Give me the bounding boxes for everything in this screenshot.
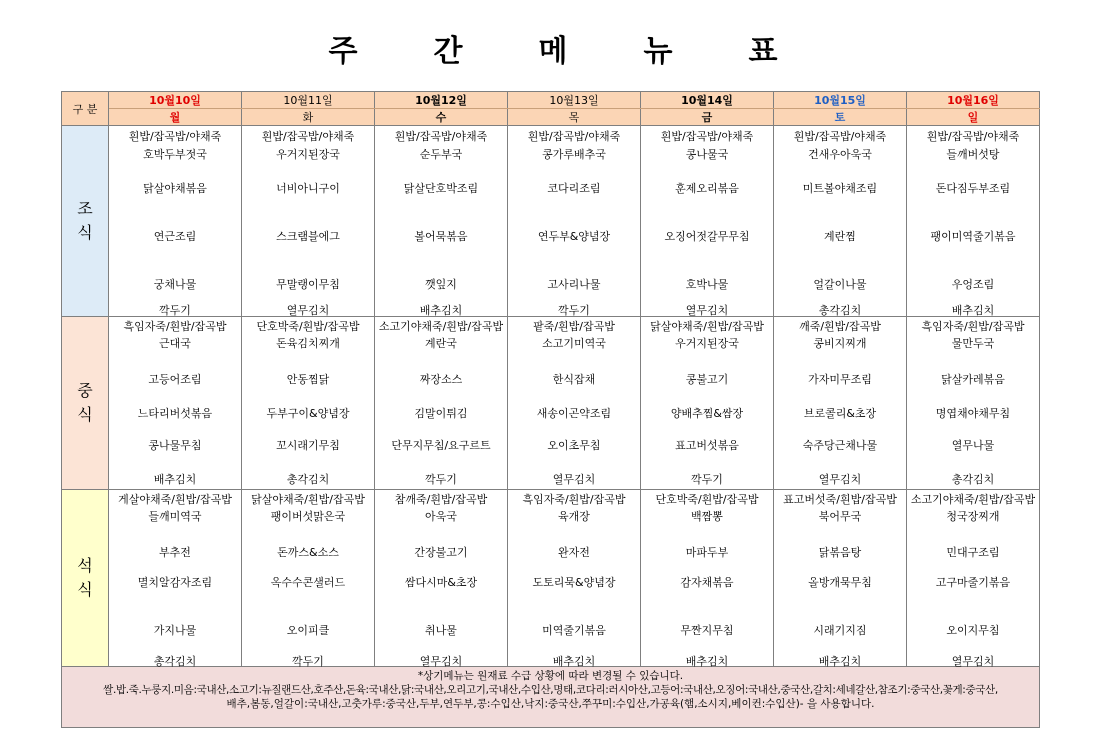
notice-line-2: 쌀.밥.죽.누룽지.미음:국내산,소고기:뉴질랜드산,호주산,돈육:국내산,닭:국내산,오리고기,국내산,수입산,명태,코다리:러시아산,고등어:국내산,오징어:국내산,중국산,갈치:세네갈산,참조기:중국산,꽃게:중국산, — [103, 684, 998, 696]
header-weekday-wed: 수 — [375, 109, 508, 126]
menu-item: 배추김치 — [951, 304, 995, 317]
header-date-mon: 10월10일 — [109, 92, 242, 109]
menu-cell-dinner-tue — [242, 490, 375, 667]
menu-cell-breakfast-mon — [109, 126, 242, 317]
notice-line-1: *상기메뉴는 원재료 수급 상황에 따라 변경될 수 있습니다. — [417, 670, 684, 682]
menu-item: 흑임자죽/흰밥/잡곡밥 — [522, 493, 626, 506]
menu-item: 계란국 — [425, 337, 457, 350]
menu-item: 소고기야채죽/흰밥/잡곡밥 — [378, 320, 504, 333]
menu-item: 닭살단호박조림 — [403, 182, 479, 195]
menu-item: 게살야채죽/흰밥/잡곡밥 — [118, 493, 232, 506]
menu-item: 닭살야채죽/흰밥/잡곡밥 — [251, 493, 365, 506]
menu-item: 무짠지무침 — [680, 624, 734, 637]
menu-cell-lunch-sun — [907, 317, 1040, 490]
menu-item: 미역줄기볶음 — [542, 624, 606, 637]
menu-item: 콩나물무침 — [148, 439, 202, 452]
menu-item: 콩불고기 — [685, 373, 729, 386]
header-weekday-mon: 월 — [109, 109, 242, 126]
menu-item: 스크램블에그 — [276, 230, 340, 243]
menu-item: 들깨버섯탕 — [946, 148, 1000, 161]
menu-item: 열무김치 — [818, 473, 862, 486]
menu-item: 참깨죽/흰밥/잡곡밥 — [394, 493, 488, 506]
menu-item: 볼어묵볶음 — [414, 230, 468, 243]
menu-item: 흰밥/잡곡밥/야채죽 — [128, 130, 222, 143]
meal-row-breakfast — [62, 126, 1040, 317]
menu-item: 흑임자죽/흰밥/잡곡밥 — [921, 320, 1025, 333]
menu-cell-lunch-wed — [375, 317, 508, 490]
header-weekday-sat: 토 — [774, 109, 907, 126]
menu-item: 흰밥/잡곡밥/야채죽 — [261, 130, 355, 143]
menu-item: 연두부&양념장 — [537, 230, 611, 243]
menu-item: 가지나물 — [153, 624, 197, 637]
title-char: 주 — [328, 34, 360, 69]
menu-item: 팽이버섯맑은국 — [270, 510, 346, 523]
meal-label-bottom: 식 — [77, 405, 93, 424]
menu-item: 두부구이&양념장 — [266, 407, 350, 420]
menu-item: 올방개묵무침 — [808, 576, 872, 589]
menu-item: 양배추찜&쌈장 — [670, 407, 744, 420]
menu-item: 너비아니구이 — [276, 182, 340, 195]
menu-item: 깻잎지 — [425, 278, 457, 291]
menu-item: 흑임자죽/흰밥/잡곡밥 — [123, 320, 227, 333]
menu-item: 멸치알감자조림 — [137, 576, 213, 589]
menu-item: 배추김치 — [818, 655, 862, 668]
menu-item: 소고기야채죽/흰밥/잡곡밥 — [910, 493, 1036, 506]
menu-item: 청국장찌개 — [946, 510, 1000, 523]
meal-row-lunch — [62, 317, 1040, 490]
menu-item: 훈제오리볶음 — [675, 182, 739, 195]
menu-item: 부추전 — [159, 546, 191, 559]
menu-item: 민대구조림 — [946, 546, 1000, 559]
menu-item: 간장불고기 — [414, 546, 468, 559]
menu-item: 꼬시래기무침 — [276, 439, 340, 452]
menu-cell-breakfast-tue — [242, 126, 375, 317]
menu-cell-breakfast-sun — [907, 126, 1040, 317]
menu-item: 흰밥/잡곡밥/야채죽 — [394, 130, 488, 143]
menu-item: 흰밥/잡곡밥/야채죽 — [660, 130, 754, 143]
menu-item: 깍두기 — [425, 473, 457, 486]
meal-label-breakfast — [62, 126, 109, 317]
menu-item: 도토리묵&양념장 — [532, 576, 616, 589]
menu-item: 표고버섯죽/흰밥/잡곡밥 — [783, 493, 897, 506]
menu-item: 흰밥/잡곡밥/야채죽 — [793, 130, 887, 143]
menu-cell-lunch-mon — [109, 317, 242, 490]
menu-cell-breakfast-fri — [641, 126, 774, 317]
menu-item: 배추김치 — [419, 304, 463, 317]
meal-label-top: 조 — [77, 199, 93, 218]
header-gubun: 구 분 — [62, 92, 109, 126]
menu-item: 무말랭이무침 — [276, 278, 340, 291]
menu-item: 연근조림 — [153, 230, 197, 243]
menu-item: 팽이미역줄기볶음 — [930, 230, 1016, 243]
menu-cell-dinner-sun — [907, 490, 1040, 667]
menu-cell-lunch-sat — [774, 317, 907, 490]
menu-item: 백짬뽕 — [691, 510, 723, 523]
header-weekday-sun: 일 — [907, 109, 1040, 126]
menu-item: 총각김치 — [153, 655, 197, 668]
menu-item: 열무김치 — [951, 655, 995, 668]
menu-item: 단호박죽/흰밥/잡곡밥 — [256, 320, 360, 333]
menu-item: 콩비지찌개 — [813, 337, 867, 350]
header-date-fri: 10월14일 — [641, 92, 774, 109]
menu-item: 돈육김치찌개 — [276, 337, 340, 350]
title-char: 뉴 — [643, 34, 675, 69]
menu-item: 순두부국 — [419, 148, 463, 161]
menu-item: 콩가루배추국 — [542, 148, 606, 161]
menu-item: 열무김치 — [419, 655, 463, 668]
header-date-sun: 10월16일 — [907, 92, 1040, 109]
menu-cell-breakfast-sat — [774, 126, 907, 317]
menu-item: 총각김치 — [286, 473, 330, 486]
header-weekday-fri: 금 — [641, 109, 774, 126]
menu-item: 쌈다시마&초장 — [404, 576, 478, 589]
menu-item: 열무김치 — [685, 304, 729, 317]
menu-item: 깍두기 — [292, 655, 324, 668]
menu-item: 우거지된장국 — [675, 337, 739, 350]
menu-item: 단무지무침/요구르트 — [391, 439, 491, 452]
header-date-sat: 10월15일 — [774, 92, 907, 109]
menu-item: 근대국 — [159, 337, 191, 350]
title-char: 간 — [433, 34, 465, 69]
menu-item: 깍두기 — [159, 304, 191, 317]
menu-item: 완자전 — [558, 546, 590, 559]
menu-item: 얼갈이나물 — [813, 278, 867, 291]
header-weekday-thu: 목 — [508, 109, 641, 126]
menu-item: 호박나물 — [685, 278, 729, 291]
meal-label-bottom: 식 — [77, 580, 93, 599]
menu-item: 배추김치 — [153, 473, 197, 486]
menu-item: 콩나물국 — [685, 148, 729, 161]
menu-item: 깍두기 — [691, 473, 723, 486]
menu-item: 짜장소스 — [419, 373, 463, 386]
menu-item: 총각김치 — [951, 473, 995, 486]
menu-item: 숙주당근채나물 — [802, 439, 878, 452]
menu-item: 고등어조림 — [148, 373, 202, 386]
menu-item: 한식잡채 — [552, 373, 596, 386]
menu-item: 건새우아욱국 — [808, 148, 872, 161]
menu-item: 안동찜닭 — [286, 373, 330, 386]
menu-item: 옥수수콘샐러드 — [270, 576, 346, 589]
weekly-menu-table — [61, 91, 1040, 728]
menu-item: 흰밥/잡곡밥/야채죽 — [926, 130, 1020, 143]
title-char: 메 — [538, 34, 570, 69]
menu-item: 명엽채야채무침 — [935, 407, 1011, 420]
menu-item: 들깨미역국 — [148, 510, 202, 523]
menu-item: 호박두부젓국 — [143, 148, 207, 161]
menu-item: 가자미무조림 — [808, 373, 872, 386]
menu-item: 육개장 — [558, 510, 590, 523]
menu-item: 닭살야채볶음 — [143, 182, 207, 195]
menu-item: 돈까스&소스 — [277, 546, 339, 559]
menu-item: 닭살야채죽/흰밥/잡곡밥 — [650, 320, 764, 333]
menu-item: 흰밥/잡곡밥/야채죽 — [527, 130, 621, 143]
menu-item: 오징어젓갈무무침 — [664, 230, 750, 243]
menu-item: 열무김치 — [552, 473, 596, 486]
menu-item: 배추김치 — [552, 655, 596, 668]
menu-cell-dinner-mon — [109, 490, 242, 667]
menu-item: 오이피클 — [286, 624, 330, 637]
menu-item: 김말이튀김 — [414, 407, 468, 420]
menu-cell-dinner-wed — [375, 490, 508, 667]
menu-item: 계란찜 — [824, 230, 856, 243]
menu-item: 궁채나물 — [153, 278, 197, 291]
menu-item: 총각김치 — [818, 304, 862, 317]
page-title — [0, 26, 1108, 70]
meal-label-dinner — [62, 490, 109, 667]
meal-row-dinner — [62, 490, 1040, 667]
menu-item: 북어무국 — [818, 510, 862, 523]
title-char: 표 — [748, 34, 780, 69]
notice-box — [62, 667, 1040, 728]
menu-cell-dinner-fri — [641, 490, 774, 667]
menu-item: 오이지무침 — [946, 624, 1000, 637]
header-weekday-tue: 화 — [242, 109, 375, 126]
menu-item: 느타리버섯볶음 — [137, 407, 213, 420]
menu-cell-breakfast-thu — [508, 126, 641, 317]
meal-label-top: 석 — [77, 556, 93, 575]
menu-item: 열무나물 — [951, 439, 995, 452]
menu-item: 단호박죽/흰밥/잡곡밥 — [655, 493, 759, 506]
menu-item: 오이초무침 — [547, 439, 601, 452]
menu-item: 취나물 — [425, 624, 457, 637]
header-date-wed: 10월12일 — [375, 92, 508, 109]
menu-cell-lunch-fri — [641, 317, 774, 490]
menu-item: 우엉조림 — [951, 278, 995, 291]
menu-item: 시래기지짐 — [813, 624, 867, 637]
menu-item: 배추김치 — [685, 655, 729, 668]
menu-item: 브로콜리&초장 — [803, 407, 877, 420]
menu-item: 표고버섯볶음 — [675, 439, 739, 452]
menu-cell-breakfast-wed — [375, 126, 508, 317]
menu-item: 소고기미역국 — [542, 337, 606, 350]
menu-item: 팥죽/흰밥/잡곡밥 — [533, 320, 615, 333]
menu-item: 고구마줄기볶음 — [935, 576, 1011, 589]
menu-item: 아욱국 — [425, 510, 457, 523]
meal-label-top: 중 — [77, 381, 93, 400]
menu-cell-dinner-sat — [774, 490, 907, 667]
meal-label-lunch — [62, 317, 109, 490]
menu-item: 미트볼야채조림 — [802, 182, 878, 195]
menu-cell-lunch-tue — [242, 317, 375, 490]
notice-line-3: 배추,봄동,얼갈이:국내산,고춧가루:중국산,두부,연두부,콩:수입산,낙지:중국산,쭈꾸미:수입산,가공육(햄,소시지,베이컨:수입산)- 을 사용합니다. — [226, 698, 875, 710]
menu-item: 열무김치 — [286, 304, 330, 317]
meal-label-bottom: 식 — [77, 223, 93, 242]
header-date-tue: 10월11일 — [242, 92, 375, 109]
menu-item: 우거지된장국 — [276, 148, 340, 161]
menu-item: 고사리나물 — [547, 278, 601, 291]
menu-item: 깍두기 — [558, 304, 590, 317]
menu-cell-lunch-thu — [508, 317, 641, 490]
menu-item: 감자채볶음 — [680, 576, 734, 589]
menu-item: 새송이곤약조림 — [536, 407, 612, 420]
menu-item: 닭볶음탕 — [818, 546, 862, 559]
menu-item: 마파두부 — [685, 546, 729, 559]
menu-item: 닭살카레볶음 — [941, 373, 1005, 386]
menu-item: 물만두국 — [951, 337, 995, 350]
menu-item: 깨죽/흰밥/잡곡밥 — [799, 320, 881, 333]
menu-item: 코다리조림 — [547, 182, 601, 195]
menu-item: 돈다짐두부조림 — [935, 182, 1011, 195]
menu-cell-dinner-thu — [508, 490, 641, 667]
header-date-thu: 10월13일 — [508, 92, 641, 109]
